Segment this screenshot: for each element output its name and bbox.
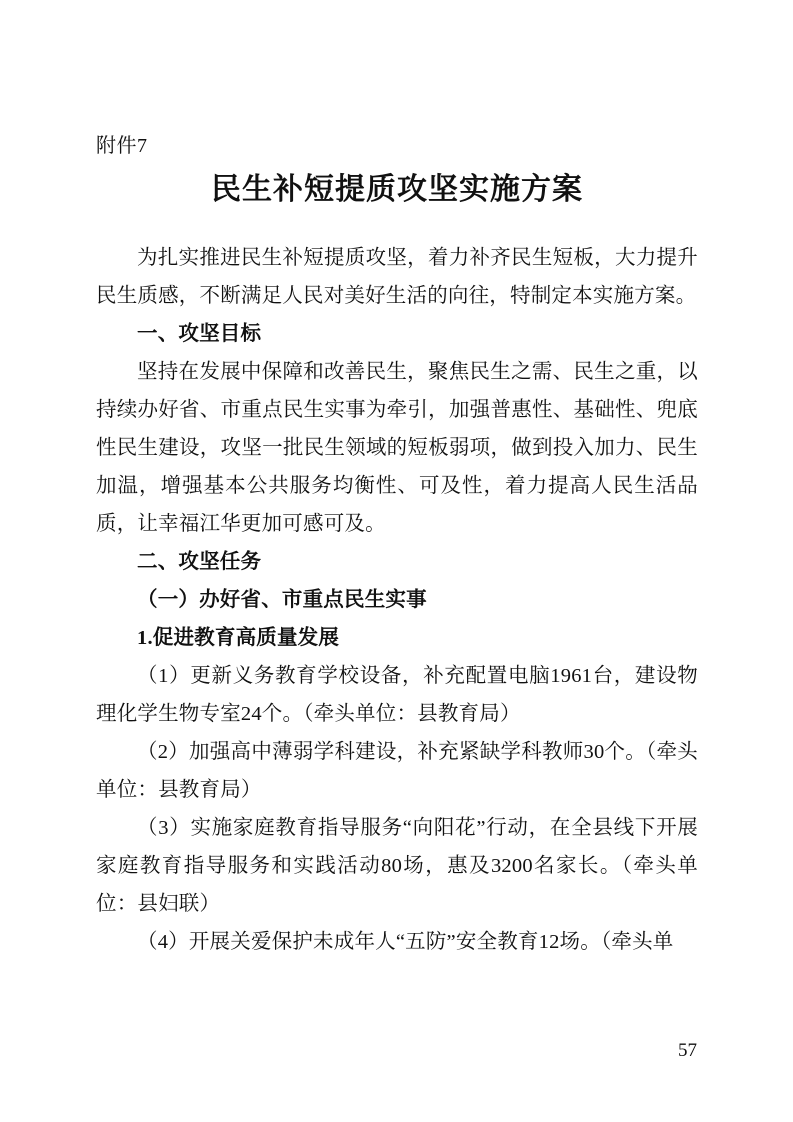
document-content bbox=[96, 132, 698, 961]
page-number: 57 bbox=[678, 1040, 697, 1061]
paragraph-intro: 为扎实推进民生补短提质攻坚，着力补齐民生短板，大力提升民生质感，不断满足人民对美好生活的向往，特制定本实施方案。 bbox=[96, 246, 698, 307]
section-heading-goals: 一、攻坚目标 bbox=[137, 322, 262, 345]
paragraph-item-3: （3）实施家庭教育指导服务“向阳花”行动，在全县线下开展家庭教育指导服务和实践活动80场，惠及3200名家长。（牵头单位：县妇联） bbox=[96, 816, 698, 915]
paragraph-item-1: （1）更新义务教育学校设备，补充配置电脑1961台，建设物理化学生物专室24个。（牵头单位：县教育局） bbox=[96, 664, 698, 725]
paragraph-goals-body: 坚持在发展中保障和改善民生，聚焦民生之需、民生之重，以持续办好省、市重点民生实事为牵引，加强普惠性、基础性、兜底性民生建设，攻坚一批民生领域的短板弱项，做到投入加力、民生加温，增强基本公共服务均衡性、可及性，着力提高人民生活品质，让幸福江华更加可感可及。 bbox=[96, 360, 698, 535]
item-heading-education: 1.促进教育高质量发展 bbox=[137, 626, 340, 649]
paragraph-item-2: （2）加强高中薄弱学科建设，补充紧缺学科教师30个。（牵头单位：县教育局） bbox=[96, 740, 698, 801]
paragraph-item-4: （4）开展关爱保护未成年人“五防”安全教育12场。（牵头单 bbox=[137, 930, 674, 953]
subsection-heading-livelihood: （一）办好省、市重点民生实事 bbox=[137, 588, 427, 611]
section-heading-tasks: 二、攻坚任务 bbox=[137, 550, 262, 573]
page-title: 民生补短提质攻坚实施方案 bbox=[211, 173, 583, 206]
attachment-label: 附件7 bbox=[96, 135, 148, 157]
